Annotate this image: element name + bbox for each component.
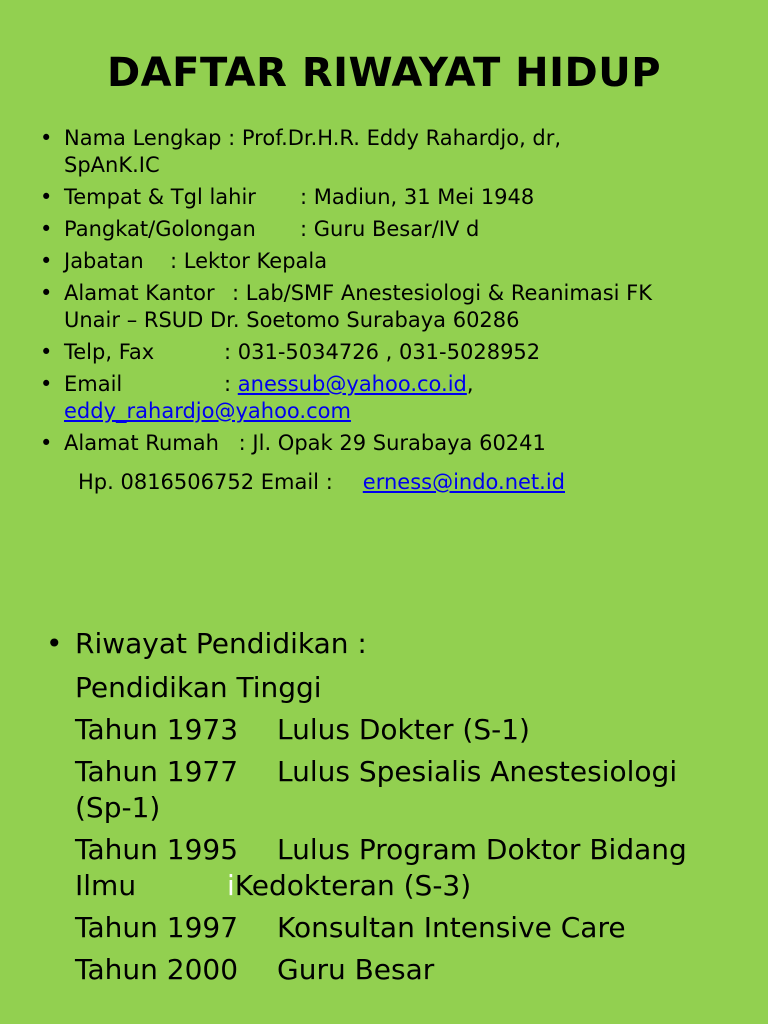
birth-value: : Madiun, 31 Mei 1948: [300, 185, 535, 209]
email-label: Email: [64, 372, 123, 396]
hp-text: Hp. 0816506752 Email :: [78, 470, 333, 494]
edu-desc-cont: (Sp-1): [75, 791, 161, 824]
education-item: [46, 626, 746, 988]
name-value: Prof.Dr.H.R. Eddy Rahardjo, dr,: [241, 126, 562, 150]
home-label: Alamat Rumah: [64, 431, 219, 455]
bullet-icon: •: [40, 249, 53, 273]
birth-label: Tempat & Tgl lahir: [64, 185, 256, 209]
position-label: Jabatan: [64, 249, 144, 273]
rank-label: Pangkat/Golongan: [64, 217, 256, 241]
office-value-cont: Unair – RSUD Dr. Soetomo Surabaya 60286: [64, 308, 520, 332]
edu-desc-cont-b: Kedokteran (S-3): [234, 869, 472, 902]
email-link-2[interactable]: eddy_rahardjo@yahoo.com: [64, 399, 351, 423]
edu-year: Tahun 2000: [75, 953, 239, 986]
list-item-email: [40, 371, 740, 425]
phone-label: Telp, Fax: [64, 340, 155, 364]
edu-year: Tahun 1977: [75, 755, 239, 788]
bullet-icon: •: [40, 340, 53, 364]
edu-desc: Lulus Dokter (S-1): [277, 713, 530, 746]
edu-desc: Konsultan Intensive Care: [277, 911, 626, 944]
office-value: : Lab/SMF Anestesiologi & Reanimasi FK: [232, 281, 653, 305]
edu-desc-marker: i: [227, 869, 235, 902]
bullet-icon: •: [40, 217, 53, 241]
bullet-icon: •: [40, 431, 53, 455]
edu-year: Tahun 1997: [75, 911, 239, 944]
email-colon: :: [224, 372, 238, 396]
position-value: : Lektor Kepala: [170, 249, 328, 273]
education-row: [75, 952, 746, 988]
email-link-3[interactable]: erness@indo.net.id: [362, 470, 566, 494]
edu-year: Tahun 1973: [75, 713, 239, 746]
edu-desc: Lulus Program Doktor Bidang: [277, 833, 687, 866]
edu-desc-cont-a: Ilmu: [75, 869, 137, 902]
office-label: Alamat Kantor: [64, 281, 215, 305]
education-row: [75, 910, 746, 946]
education-heading: Riwayat Pendidikan :: [75, 627, 367, 660]
profile-list: [40, 125, 740, 462]
list-item-birth: [40, 184, 740, 211]
education-subheading: Pendidikan Tinggi: [75, 671, 322, 704]
bullet-icon: •: [46, 627, 63, 660]
rank-value: : Guru Besar/IV d: [300, 217, 480, 241]
home-value: : Jl. Opak 29 Surabaya 60241: [232, 431, 546, 455]
edu-desc: Lulus Spesialis Anestesiologi: [277, 755, 678, 788]
list-item-rank: [40, 216, 740, 243]
bullet-icon: •: [40, 281, 53, 305]
education-row: [75, 754, 746, 826]
bullet-icon: •: [40, 126, 53, 150]
name-label: Nama Lengkap :: [64, 126, 242, 150]
education-row: [75, 832, 746, 904]
bullet-icon: •: [40, 372, 53, 396]
edu-year: Tahun 1995: [75, 833, 239, 866]
email-link-1[interactable]: anessub@yahoo.co.id: [237, 372, 467, 396]
list-item-phone: [40, 339, 740, 366]
list-item-office: [40, 280, 740, 334]
page-title: DAFTAR RIWAYAT HIDUP: [106, 50, 662, 96]
list-item-position: [40, 248, 740, 275]
hp-line: [78, 470, 565, 494]
email-separator: ,: [466, 372, 474, 396]
list-item-home: [40, 430, 740, 457]
education-section: [46, 626, 746, 994]
name-value-cont: SpAnK.IC: [64, 153, 160, 177]
edu-desc: Guru Besar: [277, 953, 435, 986]
list-item-name: [40, 125, 740, 179]
bullet-icon: •: [40, 185, 53, 209]
education-row: [75, 712, 746, 748]
phone-value: : 031-5034726 , 031-5028952: [224, 340, 541, 364]
